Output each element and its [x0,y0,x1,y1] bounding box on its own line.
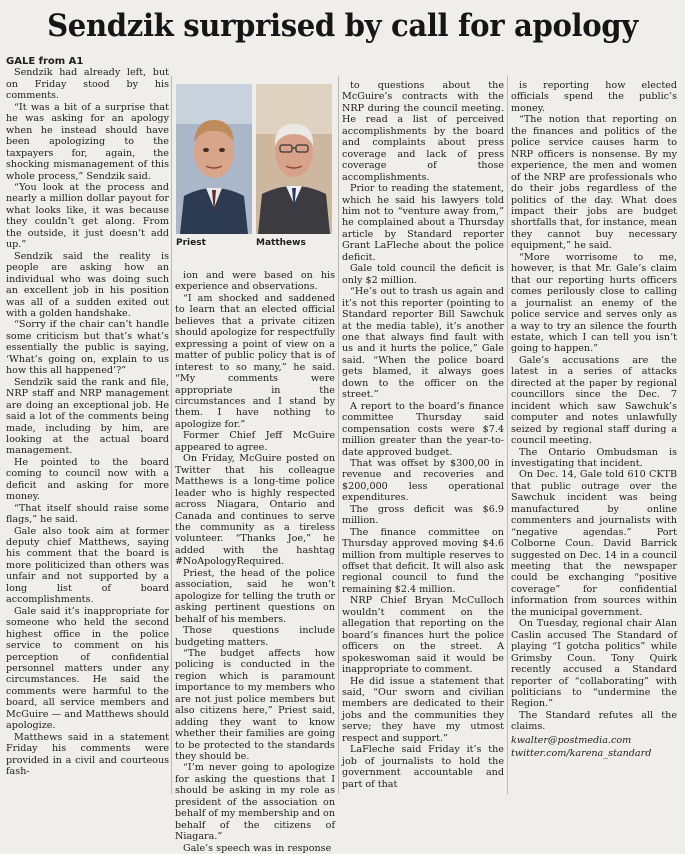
paragraph: “The budget affects how policing is conducted in the region which is paramount importance to my members who are not just police members but also citizens here,” Priest said, adding they want to know whether their families are going to be protected to the standards they should be. [175,647,335,763]
paragraph: “I’m never going to apologize for asking the questions that I should be asking in my role as president of the association on behalf of my membership and on behalf of the citizens of Niagara.” [175,762,336,843]
paragraph: The finance committee on Thursday approved moving $4.6 million from multiple reserves to offset that deficit. It will also ask regional council to fund the remaining $2.4 million. [342,526,504,595]
paragraph: NRP Chief Bryan McCulloch wouldn’t comment on the allegation that reporting on the board’s finances hurt the police officers on the street. A spokeswoman said it would be inappropriate to comment. [342,595,504,676]
paragraph: LaFleche said Friday it’s the job of journalists to hold the government accountable and part of that [342,744,504,790]
paragraph: Gale’s accusations are the latest in a series of attacks directed at the paper by regional councillors since the Dec. 7 incident which saw Sawchuk’s computer and notes unlawfully seized by regional staff during a council meeting. [511,354,677,447]
article-column-4 [511,80,677,800]
paragraph: “The notion that reporting on the finances and politics of the police service causes harm to NRP officers is nonsense. By my experience, the men and women of the NRP are professionals who do their jobs regardless of the politics of the day. What does impact their jobs are budget shortfalls that, for instance, mean they cannot buy necessary equipment,” he said. [511,114,677,252]
photo-caption-matthews: Matthews [256,238,306,248]
paragraph: Sendzik said the reality is people are asking how an individual who was doing such an excellent job in his position was all of a sudden exited out with a golden handshake. [6,250,169,319]
paragraph: Sendzik said the rank and file, NRP staff and NRP management are doing an exceptional job. He said a lot of the comments being made, including by him, are looking at the actual board management. [6,376,169,457]
paragraph: “It was a bit of a surprise that he was asking for an apology when he instead should have been apologizing to the taxpayers for, again, the shocking mismanagement of this whole process,” Sendzik said. [6,101,169,182]
portrait-photo-priest [176,84,252,234]
headline: Sendzik surprised by call for apology [47,8,638,44]
paragraph: Those questions include budgeting matters. [175,625,335,648]
column-rule [171,76,172,794]
byline-email: kwalter@postmedia.com [511,734,632,746]
paragraph: Gale said it’s inappropriate for someone who held the second highest office in the police service to comment on his perception of confidential personnel matters under any circumstances. He said the comments were harmful to the board, all service members and McGuire — and Matthews should apologize. [6,605,169,732]
paragraph: That was offset by $300,00 in revenue and recoveries and $200,000 less operational expenditures. [342,457,504,504]
column-rule [338,76,339,794]
byline-twitter: twitter.com/karena_standard [511,748,652,760]
dateline: GALE from A1 [6,56,84,67]
paragraph: Former Chief Jeff McGuire appeared to agree. [175,430,335,453]
portrait-photo-matthews [256,84,332,234]
paragraph: Sendzik had already left, but on Friday stood by his comments. [6,67,169,102]
paragraph: Matthews said in a statement Friday his comments were provided in a civil and courteous fash- [6,731,169,778]
column-4-body [511,80,677,733]
paragraph: “I am shocked and saddened to learn that an elected official believes that a private citizen should apologize for respectfully expressing a point of view on a matter of public policy that is of interest to so many,” he said. “My comments were appropriate in the circumstances and I stand by them. I have nothing to apologize for.” [175,292,335,430]
paragraph: Priest, the head of the police association, said he won’t apologize for telling the truth or asking pertinent questions on behalf of his members. [175,567,335,625]
paragraph: Gale told council the deficit is only $2 million. [342,263,504,286]
paragraph: The Ontario Ombudsman is investigating that incident. [511,446,677,469]
paragraph: is reporting how elected officials spend the public’s money. [511,80,677,114]
paragraph: to questions about the McGuire’s contracts with the NRP during the council meeting. He read a list of perceived accomplishments by the board and complaints about press coverage and lack of press coverage of those accomplishments. [342,80,504,183]
paragraph: Gale also took aim at former deputy chief Matthews, saying his comment that the board is more politicized than others was unfair and not supported by a long list of board accomplishments. [6,525,169,606]
paragraph: “More worrisome to me, however, is that Mr. Gale’s claim that our reporting hurts officers comes perilously close to calling a journalist an enemy of the police service and serves only as a way to try an silence the fourth estate, which I can tell you isn’t going to happen.” [511,251,677,355]
paragraph: “Sorry if the chair can’t handle some criticism but that’s what’s essentially the public is saying, ‘What’s going on, explain to us how this all happened’?” [6,319,169,377]
column-1-body [6,67,169,777]
article-column-2 [175,270,336,854]
column-rule [507,76,508,794]
photo-pair [176,78,333,256]
paragraph: On Tuesday, regional chair Alan Caslin accused The Standard of playing “I gotcha politics” while Grimsby Coun. Tony Quirk recently accused a Standard reporter of “collaborating” with politicians to “undermine the Region.” [511,618,677,710]
paragraph: “That itself should raise some flags,” he said. [6,502,169,526]
paragraph: He did issue a statement that said, “Our sworn and civilian members are dedicated to their jobs and the communities they serve; they have my utmost respect and support.” [342,675,504,744]
column-2-body [175,270,335,854]
paragraph: On Dec. 14, Gale told 610 CKTB that public outrage over the Sawchuk incident was being manufactured by online commenters and journalists with “negative agendas.” Port Colborne Coun. David Barrick suggested on Dec. 14 in a council meeting that the newspaper could be exchanging “positive coverage” for confidential information from sources within the municipal government. [511,469,677,618]
paragraph: “He’s out to trash us again and it’s not this reporter (pointing to Standard reporter Bill Sawchuk at the media table), it’s another one that always find fault with us and it hurts the police,” Gale said. “When the police board gets blamed, it always goes down to the officer on the street.” [342,286,504,401]
paragraph: The gross deficit was $6.9 million. [342,503,504,527]
paragraph: He pointed to the board coming to council now with a deficit and asking for more money. [6,456,169,503]
article-column-1 [6,56,169,800]
column-3-body [342,80,504,790]
portrait-matthews-image [256,84,332,234]
paragraph: On Friday, McGuire posted on Twitter that his colleague Matthews is a long-time police leader who is highly respected across Niagara, Ontario and Canada and continues to serve the community as a tireless volunteer. “Thanks Joe,” he added with the hashtag #NoApologyRequired. [175,453,335,568]
paragraph: Prior to reading the statement, which he said his lawyers told him not to “venture away from,” he complained about a Thursday article by Standard reporter Grant LaFleche about the police deficit. [342,183,504,263]
paragraph: The Standard refutes all the claims. [511,709,677,733]
portrait-priest-image [176,84,252,234]
photo-caption-priest: Priest [176,238,206,248]
paragraph: “You look at the process and nearly a million dollar payout for what looks like, it was because they couldn’t get along. From the outside, it just doesn’t add up.” [6,181,169,251]
article-column-3 [342,80,504,800]
paragraph: Gale’s speech was in response [183,842,332,854]
paragraph: ion and were based on his experience and observations. [175,270,335,293]
paragraph: A report to the board’s finance committee Thursday said compensation costs were $7.4 million greater than the year-to-date approved budget. [342,400,504,458]
